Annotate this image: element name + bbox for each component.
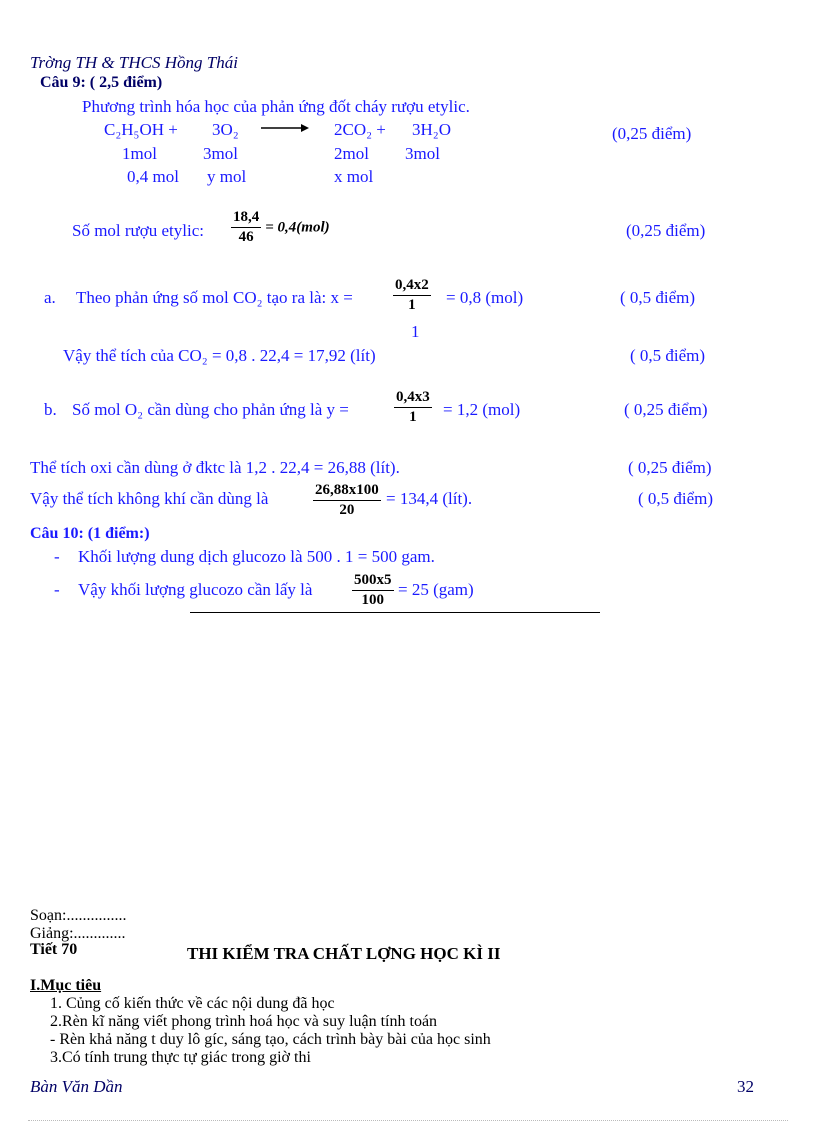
denominator: 1 (409, 409, 417, 426)
result: = 0,4(mol) (265, 219, 330, 236)
part-b-label: b. (44, 400, 57, 419)
objective-item: 1. Củng cố kiến thức về các nội dung đã học (50, 995, 335, 1012)
objective-item: 2.Rèn kĩ năng viết phong trình hoá học và suy luận tính toán (50, 1013, 438, 1030)
lesson-title: THI KIỂM TRA CHẤT LỢNG HỌC KÌ II (187, 944, 501, 963)
volume-air-result: = 134,4 (lít). (386, 489, 473, 508)
soan-field: Soạn:............... (30, 907, 127, 924)
numerator: 0,4x3 (394, 389, 432, 408)
bullet-1: - (54, 547, 60, 566)
lesson-number: Tiết 70 (30, 941, 78, 958)
fraction (313, 482, 381, 520)
reaction-score: (0,25 điểm) (612, 124, 692, 143)
giang-field: Giảng:............. (30, 925, 126, 942)
part-b-text: Số mol O₂ cần dùng cho phản ứng là y = (72, 400, 349, 419)
part-a-text: Theo phản ứng số mol CO₂ tạo ra là: x = (76, 288, 353, 307)
reactant-ethanol: C₂H₅OH + (104, 120, 178, 139)
numerator: 500x5 (352, 572, 394, 591)
part-b-formula (394, 389, 432, 427)
denominator: 100 (361, 592, 384, 609)
product-water: 3H₂O (412, 120, 451, 139)
footer-line (28, 1120, 788, 1121)
denominator: 20 (339, 502, 355, 519)
denominator: 1 (408, 297, 416, 314)
glucose-mass-formula (352, 572, 394, 610)
part-a-score: ( 0,5 điểm) (620, 288, 696, 307)
objectives-heading: I.Mục tiêu (30, 977, 102, 994)
denominator: 46 (238, 229, 254, 246)
numerator: 18,4 (231, 209, 261, 228)
author-footer: Bàn Văn Dần (30, 1077, 123, 1096)
volume-o2-score: ( 0,25 điểm) (628, 458, 712, 477)
mol-ethanol-label: Số mol rượu etylic: (72, 221, 204, 240)
fraction (231, 209, 261, 247)
mol-water: 3mol (405, 144, 440, 163)
mol-ethanol-score: (0,25 điểm) (626, 221, 706, 240)
volume-co2-score: ( 0,5 điểm) (630, 346, 706, 365)
reactant-oxygen: 3O₂ (212, 120, 239, 139)
section-divider (190, 612, 600, 613)
objective-item: - Rèn khả năng t duy lô gíc, sáng tạo, cách trình bày bài của học sinh (50, 1031, 491, 1048)
reaction-intro: Phương trình hóa học của phản ứng đốt cháy rượu etylic. (82, 97, 470, 116)
part-b-score: ( 0,25 điểm) (624, 400, 708, 419)
reaction-arrow-icon (261, 122, 309, 134)
volume-air-formula (313, 482, 381, 520)
mol-ethanol: 1mol (122, 144, 157, 163)
given-co2: x mol (334, 167, 374, 186)
product-co2: 2CO₂ + (334, 120, 386, 139)
fraction (352, 572, 394, 610)
numerator: 26,88x100 (313, 482, 381, 501)
part-b-result: = 1,2 (mol) (443, 400, 521, 419)
question-9-title: Câu 9: ( 2,5 điểm) (40, 74, 163, 91)
given-oxygen: y mol (207, 167, 247, 186)
bullet-2: - (54, 580, 60, 599)
volume-o2-text: Thể tích oxi cần dùng ở đktc là 1,2 . 22,4 = 26,88 (lít). (30, 458, 400, 477)
given-ethanol: 0,4 mol (127, 167, 179, 186)
volume-air-score: ( 0,5 điểm) (638, 489, 714, 508)
fraction (393, 277, 431, 315)
fraction (394, 389, 432, 427)
volume-co2-text: Vậy thể tích của CO₂ = 0,8 . 22,4 = 17,92 (lít) (63, 346, 376, 365)
question-10-title: Câu 10: (1 điểm:) (30, 525, 150, 542)
stray-number: 1 (411, 322, 420, 341)
numerator: 0,4x2 (393, 277, 431, 296)
objective-item: 3.Có tính trung thực tự giác trong giờ thi (50, 1049, 311, 1066)
page-number: 32 (737, 1077, 754, 1096)
glucose-solution-mass: Khối lượng dung dịch glucozo là 500 . 1 = 500 gam. (78, 547, 435, 566)
part-a-formula (393, 277, 431, 315)
volume-air-text: Vậy thể tích không khí cần dùng là (30, 489, 269, 508)
school-header: Trờng TH & THCS Hồng Thái (30, 53, 238, 72)
mol-co2: 2mol (334, 144, 369, 163)
mol-ethanol-formula (231, 209, 330, 247)
part-a-label: a. (44, 288, 56, 307)
part-a-result: = 0,8 (mol) (446, 288, 524, 307)
mol-oxygen: 3mol (203, 144, 238, 163)
glucose-mass-result: = 25 (gam) (398, 580, 474, 599)
glucose-mass-text: Vậy khối lượng glucozo cần lấy là (78, 580, 313, 599)
